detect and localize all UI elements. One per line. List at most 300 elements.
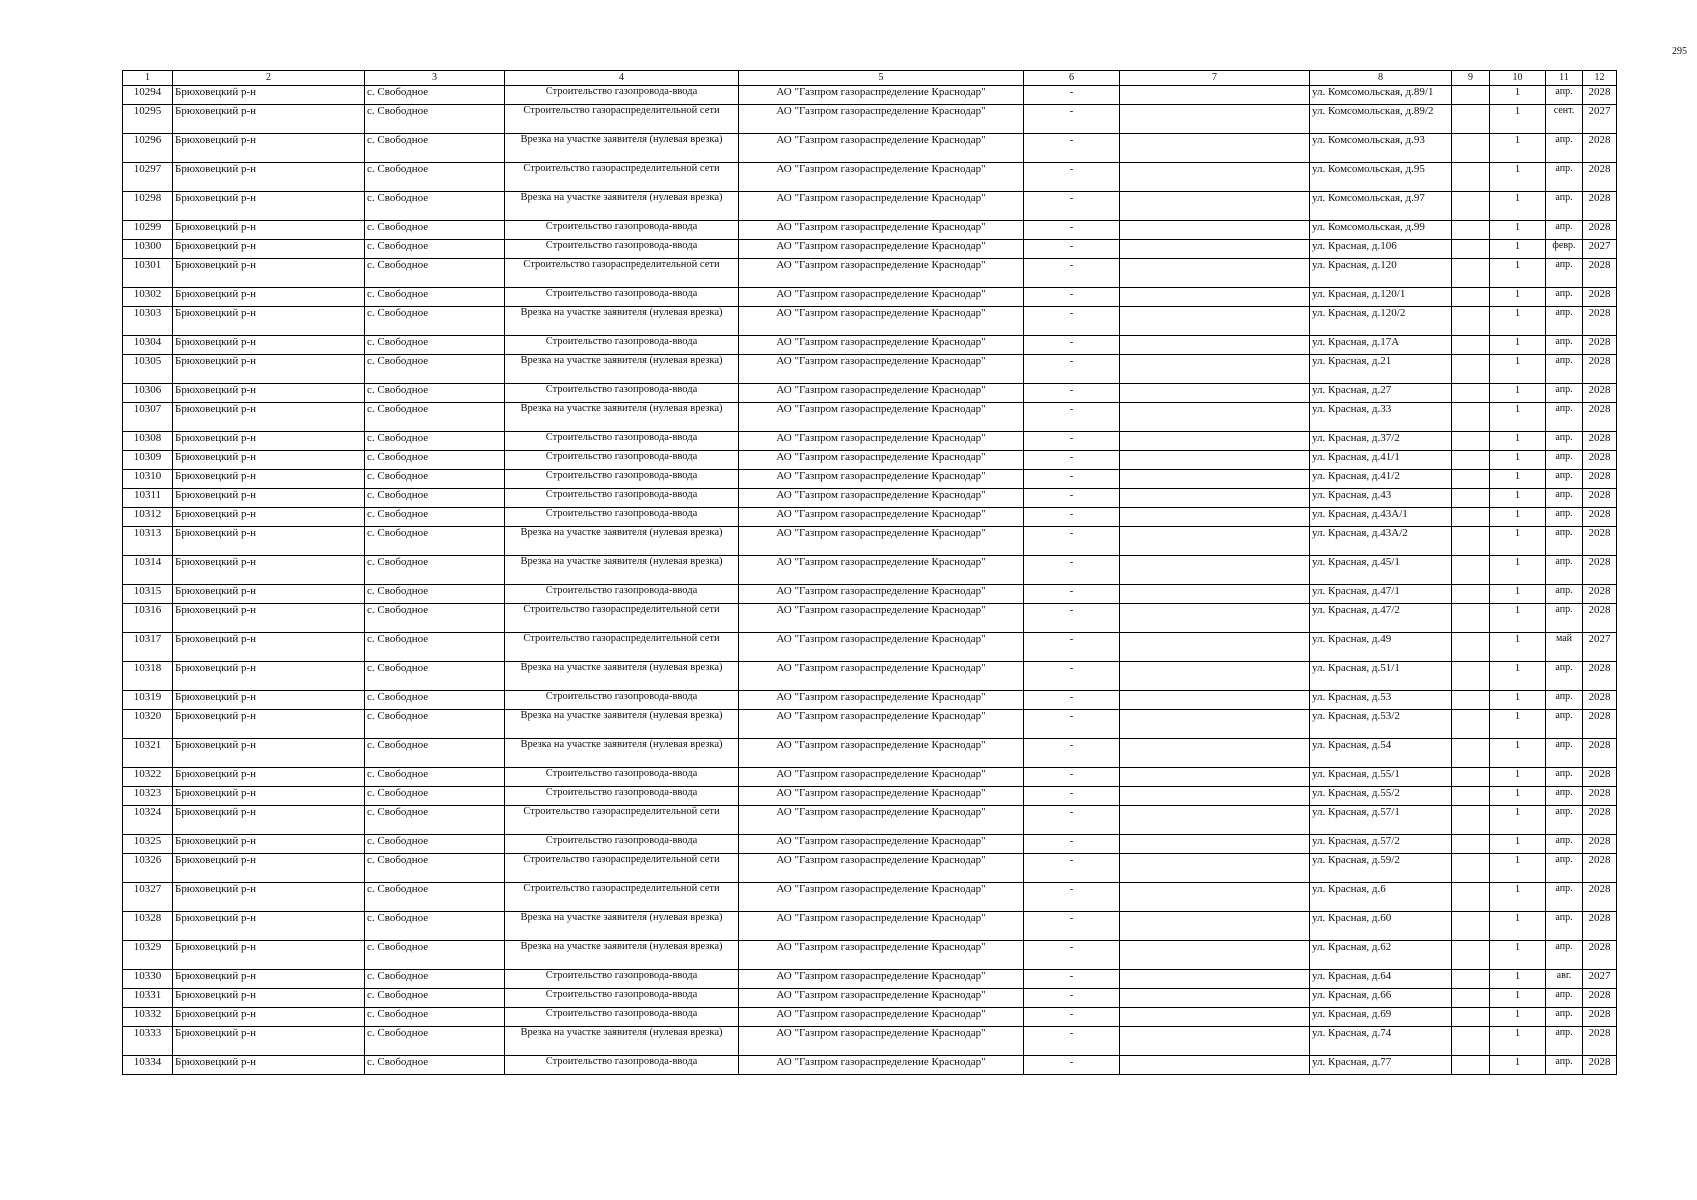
work-type-cell: Врезка на участке заявителя (нулевая врезка) [505,403,739,432]
year-cell: 2028 [1583,403,1617,432]
organization-cell: АО "Газпром газораспределение Краснодар" [739,240,1024,259]
work-type-cell: Строительство газопровода-ввода [505,989,739,1008]
address-cell: ул. Красная, д.120 [1310,259,1452,288]
work-type-cell: Строительство газопровода-ввода [505,240,739,259]
district-cell: Брюховецкий р-н [173,970,365,989]
row-number-cell: 10297 [123,163,173,192]
row-number-cell: 10296 [123,134,173,163]
col9-value-cell [1452,259,1490,288]
col9-value-cell [1452,527,1490,556]
col9-value-cell [1452,432,1490,451]
quantity-cell: 1 [1490,307,1546,336]
col6-value-cell: - [1024,912,1120,941]
organization-cell: АО "Газпром газораспределение Краснодар" [739,739,1024,768]
year-cell: 2028 [1583,221,1617,240]
col6-value-cell: - [1024,883,1120,912]
quantity-cell: 1 [1490,1008,1546,1027]
year-cell: 2028 [1583,307,1617,336]
col7-value-cell [1120,307,1310,336]
col7-value-cell [1120,508,1310,527]
column-header-7: 7 [1120,71,1310,86]
address-cell: ул. Красная, д.45/1 [1310,556,1452,585]
organization-cell: АО "Газпром газораспределение Краснодар" [739,432,1024,451]
quantity-cell: 1 [1490,192,1546,221]
row-number-cell: 10310 [123,470,173,489]
quantity-cell: 1 [1490,355,1546,384]
row-number-cell: 10312 [123,508,173,527]
column-header-12: 12 [1583,71,1617,86]
organization-cell: АО "Газпром газораспределение Краснодар" [739,403,1024,432]
row-number-cell: 10308 [123,432,173,451]
table-row [123,633,1617,662]
row-number-cell: 10301 [123,259,173,288]
work-type-cell: Строительство газопровода-ввода [505,336,739,355]
address-cell: ул. Красная, д.69 [1310,1008,1452,1027]
col9-value-cell [1452,1008,1490,1027]
col7-value-cell [1120,1027,1310,1056]
address-cell: ул. Красная, д.51/1 [1310,662,1452,691]
table-row [123,163,1617,192]
district-cell: Брюховецкий р-н [173,134,365,163]
quantity-cell: 1 [1490,288,1546,307]
month-cell: апр. [1546,556,1583,585]
registry-table [122,70,1617,1075]
settlement-cell: с. Свободное [365,556,505,585]
table-row [123,86,1617,105]
work-type-cell: Строительство газопровода-ввода [505,508,739,527]
col7-value-cell [1120,883,1310,912]
year-cell: 2028 [1583,806,1617,835]
col9-value-cell [1452,355,1490,384]
row-number-cell: 10323 [123,787,173,806]
settlement-cell: с. Свободное [365,604,505,633]
table-row [123,221,1617,240]
district-cell: Брюховецкий р-н [173,989,365,1008]
year-cell: 2028 [1583,1008,1617,1027]
district-cell: Брюховецкий р-н [173,691,365,710]
col9-value-cell [1452,883,1490,912]
month-cell: май [1546,633,1583,662]
quantity-cell: 1 [1490,739,1546,768]
col9-value-cell [1452,240,1490,259]
year-cell: 2028 [1583,835,1617,854]
month-cell: апр. [1546,787,1583,806]
col6-value-cell: - [1024,739,1120,768]
address-cell: ул. Красная, д.47/1 [1310,585,1452,604]
month-cell: апр. [1546,384,1583,403]
work-type-cell: Врезка на участке заявителя (нулевая врезка) [505,941,739,970]
work-type-cell: Строительство газопровода-ввода [505,787,739,806]
address-cell: ул. Красная, д.41/1 [1310,451,1452,470]
settlement-cell: с. Свободное [365,970,505,989]
col6-value-cell: - [1024,1027,1120,1056]
col6-value-cell: - [1024,403,1120,432]
col7-value-cell [1120,585,1310,604]
address-cell: ул. Красная, д.120/2 [1310,307,1452,336]
col9-value-cell [1452,604,1490,633]
table-row [123,1056,1617,1075]
quantity-cell: 1 [1490,451,1546,470]
table-row [123,912,1617,941]
col7-value-cell [1120,941,1310,970]
row-number-cell: 10303 [123,307,173,336]
month-cell: апр. [1546,192,1583,221]
organization-cell: АО "Газпром газораспределение Краснодар" [739,221,1024,240]
address-cell: ул. Красная, д.77 [1310,1056,1452,1075]
col9-value-cell [1452,508,1490,527]
year-cell: 2028 [1583,710,1617,739]
quantity-cell: 1 [1490,489,1546,508]
row-number-cell: 10306 [123,384,173,403]
settlement-cell: с. Свободное [365,912,505,941]
address-cell: ул. Красная, д.53/2 [1310,710,1452,739]
row-number-cell: 10332 [123,1008,173,1027]
quantity-cell: 1 [1490,912,1546,941]
quantity-cell: 1 [1490,883,1546,912]
district-cell: Брюховецкий р-н [173,662,365,691]
address-cell: ул. Красная, д.17А [1310,336,1452,355]
quantity-cell: 1 [1490,403,1546,432]
organization-cell: АО "Газпром газораспределение Краснодар" [739,134,1024,163]
col7-value-cell [1120,432,1310,451]
col9-value-cell [1452,835,1490,854]
col9-value-cell [1452,489,1490,508]
month-cell: апр. [1546,508,1583,527]
month-cell: апр. [1546,163,1583,192]
col9-value-cell [1452,192,1490,221]
row-number-cell: 10320 [123,710,173,739]
col7-value-cell [1120,806,1310,835]
col9-value-cell [1452,105,1490,134]
col6-value-cell: - [1024,970,1120,989]
col6-value-cell: - [1024,835,1120,854]
col7-value-cell [1120,105,1310,134]
organization-cell: АО "Газпром газораспределение Краснодар" [739,288,1024,307]
settlement-cell: с. Свободное [365,163,505,192]
district-cell: Брюховецкий р-н [173,604,365,633]
work-type-cell: Строительство газораспределительной сети [505,604,739,633]
table-row [123,489,1617,508]
table-row [123,355,1617,384]
row-number-cell: 10324 [123,806,173,835]
year-cell: 2028 [1583,912,1617,941]
settlement-cell: с. Свободное [365,288,505,307]
organization-cell: АО "Газпром газораспределение Краснодар" [739,470,1024,489]
col6-value-cell: - [1024,691,1120,710]
work-type-cell: Строительство газопровода-ввода [505,768,739,787]
column-header-3: 3 [365,71,505,86]
settlement-cell: с. Свободное [365,989,505,1008]
address-cell: ул. Красная, д.64 [1310,970,1452,989]
work-type-cell: Врезка на участке заявителя (нулевая врезка) [505,710,739,739]
settlement-cell: с. Свободное [365,883,505,912]
district-cell: Брюховецкий р-н [173,883,365,912]
settlement-cell: с. Свободное [365,662,505,691]
month-cell: апр. [1546,662,1583,691]
year-cell: 2028 [1583,556,1617,585]
month-cell: апр. [1546,989,1583,1008]
row-number-cell: 10294 [123,86,173,105]
district-cell: Брюховецкий р-н [173,105,365,134]
row-number-cell: 10300 [123,240,173,259]
quantity-cell: 1 [1490,134,1546,163]
settlement-cell: с. Свободное [365,806,505,835]
col9-value-cell [1452,662,1490,691]
col9-value-cell [1452,806,1490,835]
settlement-cell: с. Свободное [365,787,505,806]
row-number-cell: 10307 [123,403,173,432]
table-row [123,134,1617,163]
month-cell: апр. [1546,451,1583,470]
col9-value-cell [1452,585,1490,604]
organization-cell: АО "Газпром газораспределение Краснодар" [739,883,1024,912]
work-type-cell: Строительство газопровода-ввода [505,432,739,451]
organization-cell: АО "Газпром газораспределение Краснодар" [739,989,1024,1008]
district-cell: Брюховецкий р-н [173,1027,365,1056]
organization-cell: АО "Газпром газораспределение Краснодар" [739,527,1024,556]
work-type-cell: Строительство газопровода-ввода [505,451,739,470]
organization-cell: АО "Газпром газораспределение Краснодар" [739,710,1024,739]
organization-cell: АО "Газпром газораспределение Краснодар" [739,86,1024,105]
col7-value-cell [1120,489,1310,508]
district-cell: Брюховецкий р-н [173,192,365,221]
address-cell: ул. Красная, д.57/2 [1310,835,1452,854]
col7-value-cell [1120,288,1310,307]
row-number-cell: 10304 [123,336,173,355]
col7-value-cell [1120,633,1310,662]
work-type-cell: Врезка на участке заявителя (нулевая врезка) [505,355,739,384]
work-type-cell: Строительство газопровода-ввода [505,384,739,403]
col6-value-cell: - [1024,508,1120,527]
organization-cell: АО "Газпром газораспределение Краснодар" [739,556,1024,585]
row-number-cell: 10295 [123,105,173,134]
quantity-cell: 1 [1490,508,1546,527]
quantity-cell: 1 [1490,470,1546,489]
work-type-cell: Строительство газопровода-ввода [505,221,739,240]
work-type-cell: Строительство газопровода-ввода [505,970,739,989]
district-cell: Брюховецкий р-н [173,806,365,835]
col6-value-cell: - [1024,470,1120,489]
district-cell: Брюховецкий р-н [173,288,365,307]
table-row [123,604,1617,633]
year-cell: 2028 [1583,662,1617,691]
month-cell: апр. [1546,86,1583,105]
col6-value-cell: - [1024,336,1120,355]
year-cell: 2028 [1583,384,1617,403]
column-header-6: 6 [1024,71,1120,86]
year-cell: 2027 [1583,633,1617,662]
table-row [123,662,1617,691]
row-number-cell: 10316 [123,604,173,633]
district-cell: Брюховецкий р-н [173,355,365,384]
table-row [123,240,1617,259]
col7-value-cell [1120,403,1310,432]
col6-value-cell: - [1024,489,1120,508]
col9-value-cell [1452,970,1490,989]
district-cell: Брюховецкий р-н [173,307,365,336]
row-number-cell: 10328 [123,912,173,941]
col6-value-cell: - [1024,86,1120,105]
address-cell: ул. Красная, д.49 [1310,633,1452,662]
col7-value-cell [1120,527,1310,556]
year-cell: 2027 [1583,240,1617,259]
col6-value-cell: - [1024,163,1120,192]
col7-value-cell [1120,970,1310,989]
organization-cell: АО "Газпром газораспределение Краснодар" [739,259,1024,288]
organization-cell: АО "Газпром газораспределение Краснодар" [739,336,1024,355]
month-cell: апр. [1546,691,1583,710]
month-cell: апр. [1546,739,1583,768]
settlement-cell: с. Свободное [365,240,505,259]
quantity-cell: 1 [1490,384,1546,403]
address-cell: ул. Красная, д.53 [1310,691,1452,710]
settlement-cell: с. Свободное [365,259,505,288]
col9-value-cell [1452,633,1490,662]
organization-cell: АО "Газпром газораспределение Краснодар" [739,105,1024,134]
col7-value-cell [1120,662,1310,691]
district-cell: Брюховецкий р-н [173,835,365,854]
col9-value-cell [1452,854,1490,883]
col6-value-cell: - [1024,192,1120,221]
organization-cell: АО "Газпром газораспределение Краснодар" [739,355,1024,384]
district-cell: Брюховецкий р-н [173,86,365,105]
col7-value-cell [1120,787,1310,806]
col9-value-cell [1452,1027,1490,1056]
quantity-cell: 1 [1490,989,1546,1008]
organization-cell: АО "Газпром газораспределение Краснодар" [739,1056,1024,1075]
col7-value-cell [1120,384,1310,403]
quantity-cell: 1 [1490,556,1546,585]
col6-value-cell: - [1024,585,1120,604]
year-cell: 2028 [1583,508,1617,527]
col6-value-cell: - [1024,259,1120,288]
quantity-cell: 1 [1490,806,1546,835]
col7-value-cell [1120,1056,1310,1075]
col6-value-cell: - [1024,221,1120,240]
year-cell: 2028 [1583,883,1617,912]
settlement-cell: с. Свободное [365,451,505,470]
row-number-cell: 10299 [123,221,173,240]
row-number-cell: 10302 [123,288,173,307]
quantity-cell: 1 [1490,585,1546,604]
quantity-cell: 1 [1490,527,1546,556]
address-cell: ул. Комсомольская, д.89/1 [1310,86,1452,105]
col9-value-cell [1452,989,1490,1008]
address-cell: ул. Красная, д.55/1 [1310,768,1452,787]
address-cell: ул. Комсомольская, д.89/2 [1310,105,1452,134]
address-cell: ул. Красная, д.33 [1310,403,1452,432]
organization-cell: АО "Газпром газораспределение Краснодар" [739,787,1024,806]
col7-value-cell [1120,691,1310,710]
work-type-cell: Врезка на участке заявителя (нулевая врезка) [505,307,739,336]
district-cell: Брюховецкий р-н [173,633,365,662]
month-cell: апр. [1546,288,1583,307]
address-cell: ул. Красная, д.54 [1310,739,1452,768]
quantity-cell: 1 [1490,86,1546,105]
district-cell: Брюховецкий р-н [173,527,365,556]
col6-value-cell: - [1024,710,1120,739]
month-cell: апр. [1546,1056,1583,1075]
col7-value-cell [1120,470,1310,489]
district-cell: Брюховецкий р-н [173,259,365,288]
quantity-cell: 1 [1490,768,1546,787]
month-cell: апр. [1546,527,1583,556]
month-cell: апр. [1546,403,1583,432]
quantity-cell: 1 [1490,633,1546,662]
column-header-2: 2 [173,71,365,86]
col7-value-cell [1120,835,1310,854]
col6-value-cell: - [1024,941,1120,970]
month-cell: апр. [1546,835,1583,854]
month-cell: апр. [1546,307,1583,336]
address-cell: ул. Красная, д.27 [1310,384,1452,403]
table-row [123,883,1617,912]
address-cell: ул. Красная, д.62 [1310,941,1452,970]
col7-value-cell [1120,989,1310,1008]
address-cell: ул. Красная, д.41/2 [1310,470,1452,489]
col9-value-cell [1452,221,1490,240]
col9-value-cell [1452,739,1490,768]
row-number-cell: 10333 [123,1027,173,1056]
column-header-4: 4 [505,71,739,86]
address-cell: ул. Красная, д.47/2 [1310,604,1452,633]
quantity-cell: 1 [1490,662,1546,691]
organization-cell: АО "Газпром газораспределение Краснодар" [739,384,1024,403]
col7-value-cell [1120,604,1310,633]
address-cell: ул. Комсомольская, д.93 [1310,134,1452,163]
col6-value-cell: - [1024,1056,1120,1075]
work-type-cell: Строительство газораспределительной сети [505,105,739,134]
address-cell: ул. Красная, д.43 [1310,489,1452,508]
year-cell: 2028 [1583,768,1617,787]
col6-value-cell: - [1024,662,1120,691]
settlement-cell: с. Свободное [365,508,505,527]
col9-value-cell [1452,86,1490,105]
address-cell: ул. Красная, д.120/1 [1310,288,1452,307]
row-number-cell: 10311 [123,489,173,508]
settlement-cell: с. Свободное [365,134,505,163]
table-row [123,527,1617,556]
col9-value-cell [1452,403,1490,432]
organization-cell: АО "Газпром газораспределение Краснодар" [739,854,1024,883]
quantity-cell: 1 [1490,691,1546,710]
col7-value-cell [1120,192,1310,221]
col9-value-cell [1452,768,1490,787]
year-cell: 2028 [1583,451,1617,470]
year-cell: 2028 [1583,527,1617,556]
month-cell: апр. [1546,336,1583,355]
district-cell: Брюховецкий р-н [173,384,365,403]
organization-cell: АО "Газпром газораспределение Краснодар" [739,307,1024,336]
district-cell: Брюховецкий р-н [173,710,365,739]
organization-cell: АО "Газпром газораспределение Краснодар" [739,451,1024,470]
table-body [123,71,1617,1075]
table-row [123,470,1617,489]
row-number-cell: 10318 [123,662,173,691]
year-cell: 2028 [1583,192,1617,221]
month-cell: авг. [1546,970,1583,989]
quantity-cell: 1 [1490,336,1546,355]
work-type-cell: Строительство газопровода-ввода [505,585,739,604]
settlement-cell: с. Свободное [365,384,505,403]
table-row [123,451,1617,470]
year-cell: 2028 [1583,163,1617,192]
col6-value-cell: - [1024,806,1120,835]
settlement-cell: с. Свободное [365,768,505,787]
row-number-cell: 10322 [123,768,173,787]
district-cell: Брюховецкий р-н [173,556,365,585]
organization-cell: АО "Газпром газораспределение Краснодар" [739,691,1024,710]
